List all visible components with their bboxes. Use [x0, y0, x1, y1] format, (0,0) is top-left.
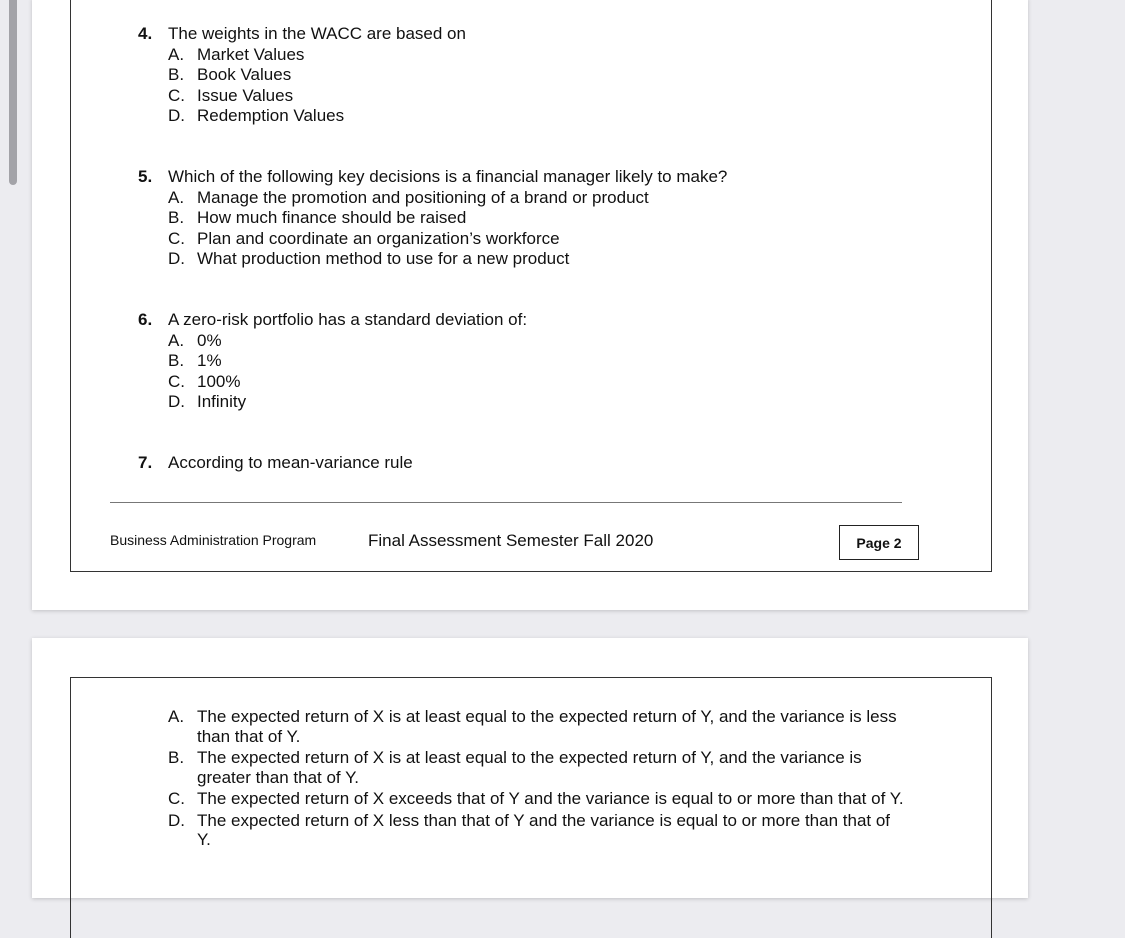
footer-rule	[110, 502, 902, 503]
option	[168, 351, 527, 372]
page-number-box: Page 2	[839, 525, 919, 560]
option-text: 100%	[197, 371, 241, 391]
option	[168, 392, 527, 413]
question-4	[138, 24, 466, 127]
option-text: Redemption Values	[197, 106, 345, 125]
option-letter: A.	[168, 44, 185, 64]
option-text: What production method to use for a new product	[197, 249, 570, 268]
option-letter: C.	[168, 85, 185, 105]
question-text: The weights in the WACC are based on	[168, 24, 466, 43]
option-letter: B.	[168, 65, 185, 84]
option-letter: D.	[168, 392, 185, 411]
option	[168, 789, 908, 809]
option-letter: D.	[168, 249, 185, 268]
option-letter: B.	[168, 208, 185, 227]
question-5	[138, 167, 727, 270]
option-text: 1%	[197, 351, 222, 370]
option-text: The expected return of X exceeds that of Y and the variance is equal to or more than that of Y.	[197, 789, 904, 808]
option-letter: D.	[168, 810, 185, 830]
option	[168, 811, 908, 850]
option-letter: B.	[168, 351, 185, 370]
question-number: 6.	[138, 310, 153, 329]
option	[168, 748, 908, 787]
option-letter: A.	[168, 707, 185, 726]
question-7	[138, 453, 413, 474]
option-letter: C.	[168, 228, 185, 248]
option-letter: D.	[168, 106, 185, 125]
option-letter: B.	[168, 748, 185, 767]
option	[168, 249, 727, 270]
option-text: Manage the promotion and positioning of a brand or product	[197, 187, 649, 207]
scrollbar[interactable]	[9, 0, 17, 185]
option-text: The expected return of X less than that of Y and the variance is equal to or more than that of Y.	[197, 810, 891, 849]
question-number: 4.	[138, 24, 153, 43]
option-letter: A.	[168, 187, 185, 207]
option-text: 0%	[197, 330, 222, 350]
footer-title: Final Assessment Semester Fall 2020	[368, 531, 654, 550]
option-text: How much finance should be raised	[197, 208, 467, 227]
question-text: Which of the following key decisions is a financial manager likely to make?	[168, 167, 728, 186]
footer-program: Business Administration Program	[110, 532, 317, 548]
option-text: Plan and coordinate an organization’s workforce	[197, 228, 560, 248]
question-text: According to mean-variance rule	[168, 453, 413, 472]
option	[168, 86, 466, 107]
option-letter: A.	[168, 330, 185, 350]
question-6	[138, 310, 527, 413]
option-text: Issue Values	[197, 85, 294, 105]
question-text: A zero-risk portfolio has a standard deviation of:	[168, 310, 528, 329]
option	[168, 707, 908, 746]
option	[168, 372, 527, 393]
option	[168, 65, 466, 86]
option-text: The expected return of X is at least equal to the expected return of Y, and the variance is less than that of Y.	[197, 707, 897, 746]
option-text: Book Values	[197, 65, 292, 84]
option-letter: C.	[168, 371, 185, 391]
question-7-options	[168, 707, 908, 852]
option-text: Infinity	[197, 392, 247, 411]
option	[168, 229, 727, 250]
option-text: The expected return of X is at least equal to the expected return of Y, and the variance is greater than that of Y.	[197, 748, 862, 787]
question-number: 7.	[138, 453, 153, 472]
option	[168, 331, 527, 352]
option-letter: C.	[168, 789, 185, 808]
option	[168, 188, 727, 209]
option	[168, 106, 466, 127]
option	[168, 45, 466, 66]
question-number: 5.	[138, 167, 153, 186]
option-text: Market Values	[197, 44, 305, 64]
option	[168, 208, 727, 229]
